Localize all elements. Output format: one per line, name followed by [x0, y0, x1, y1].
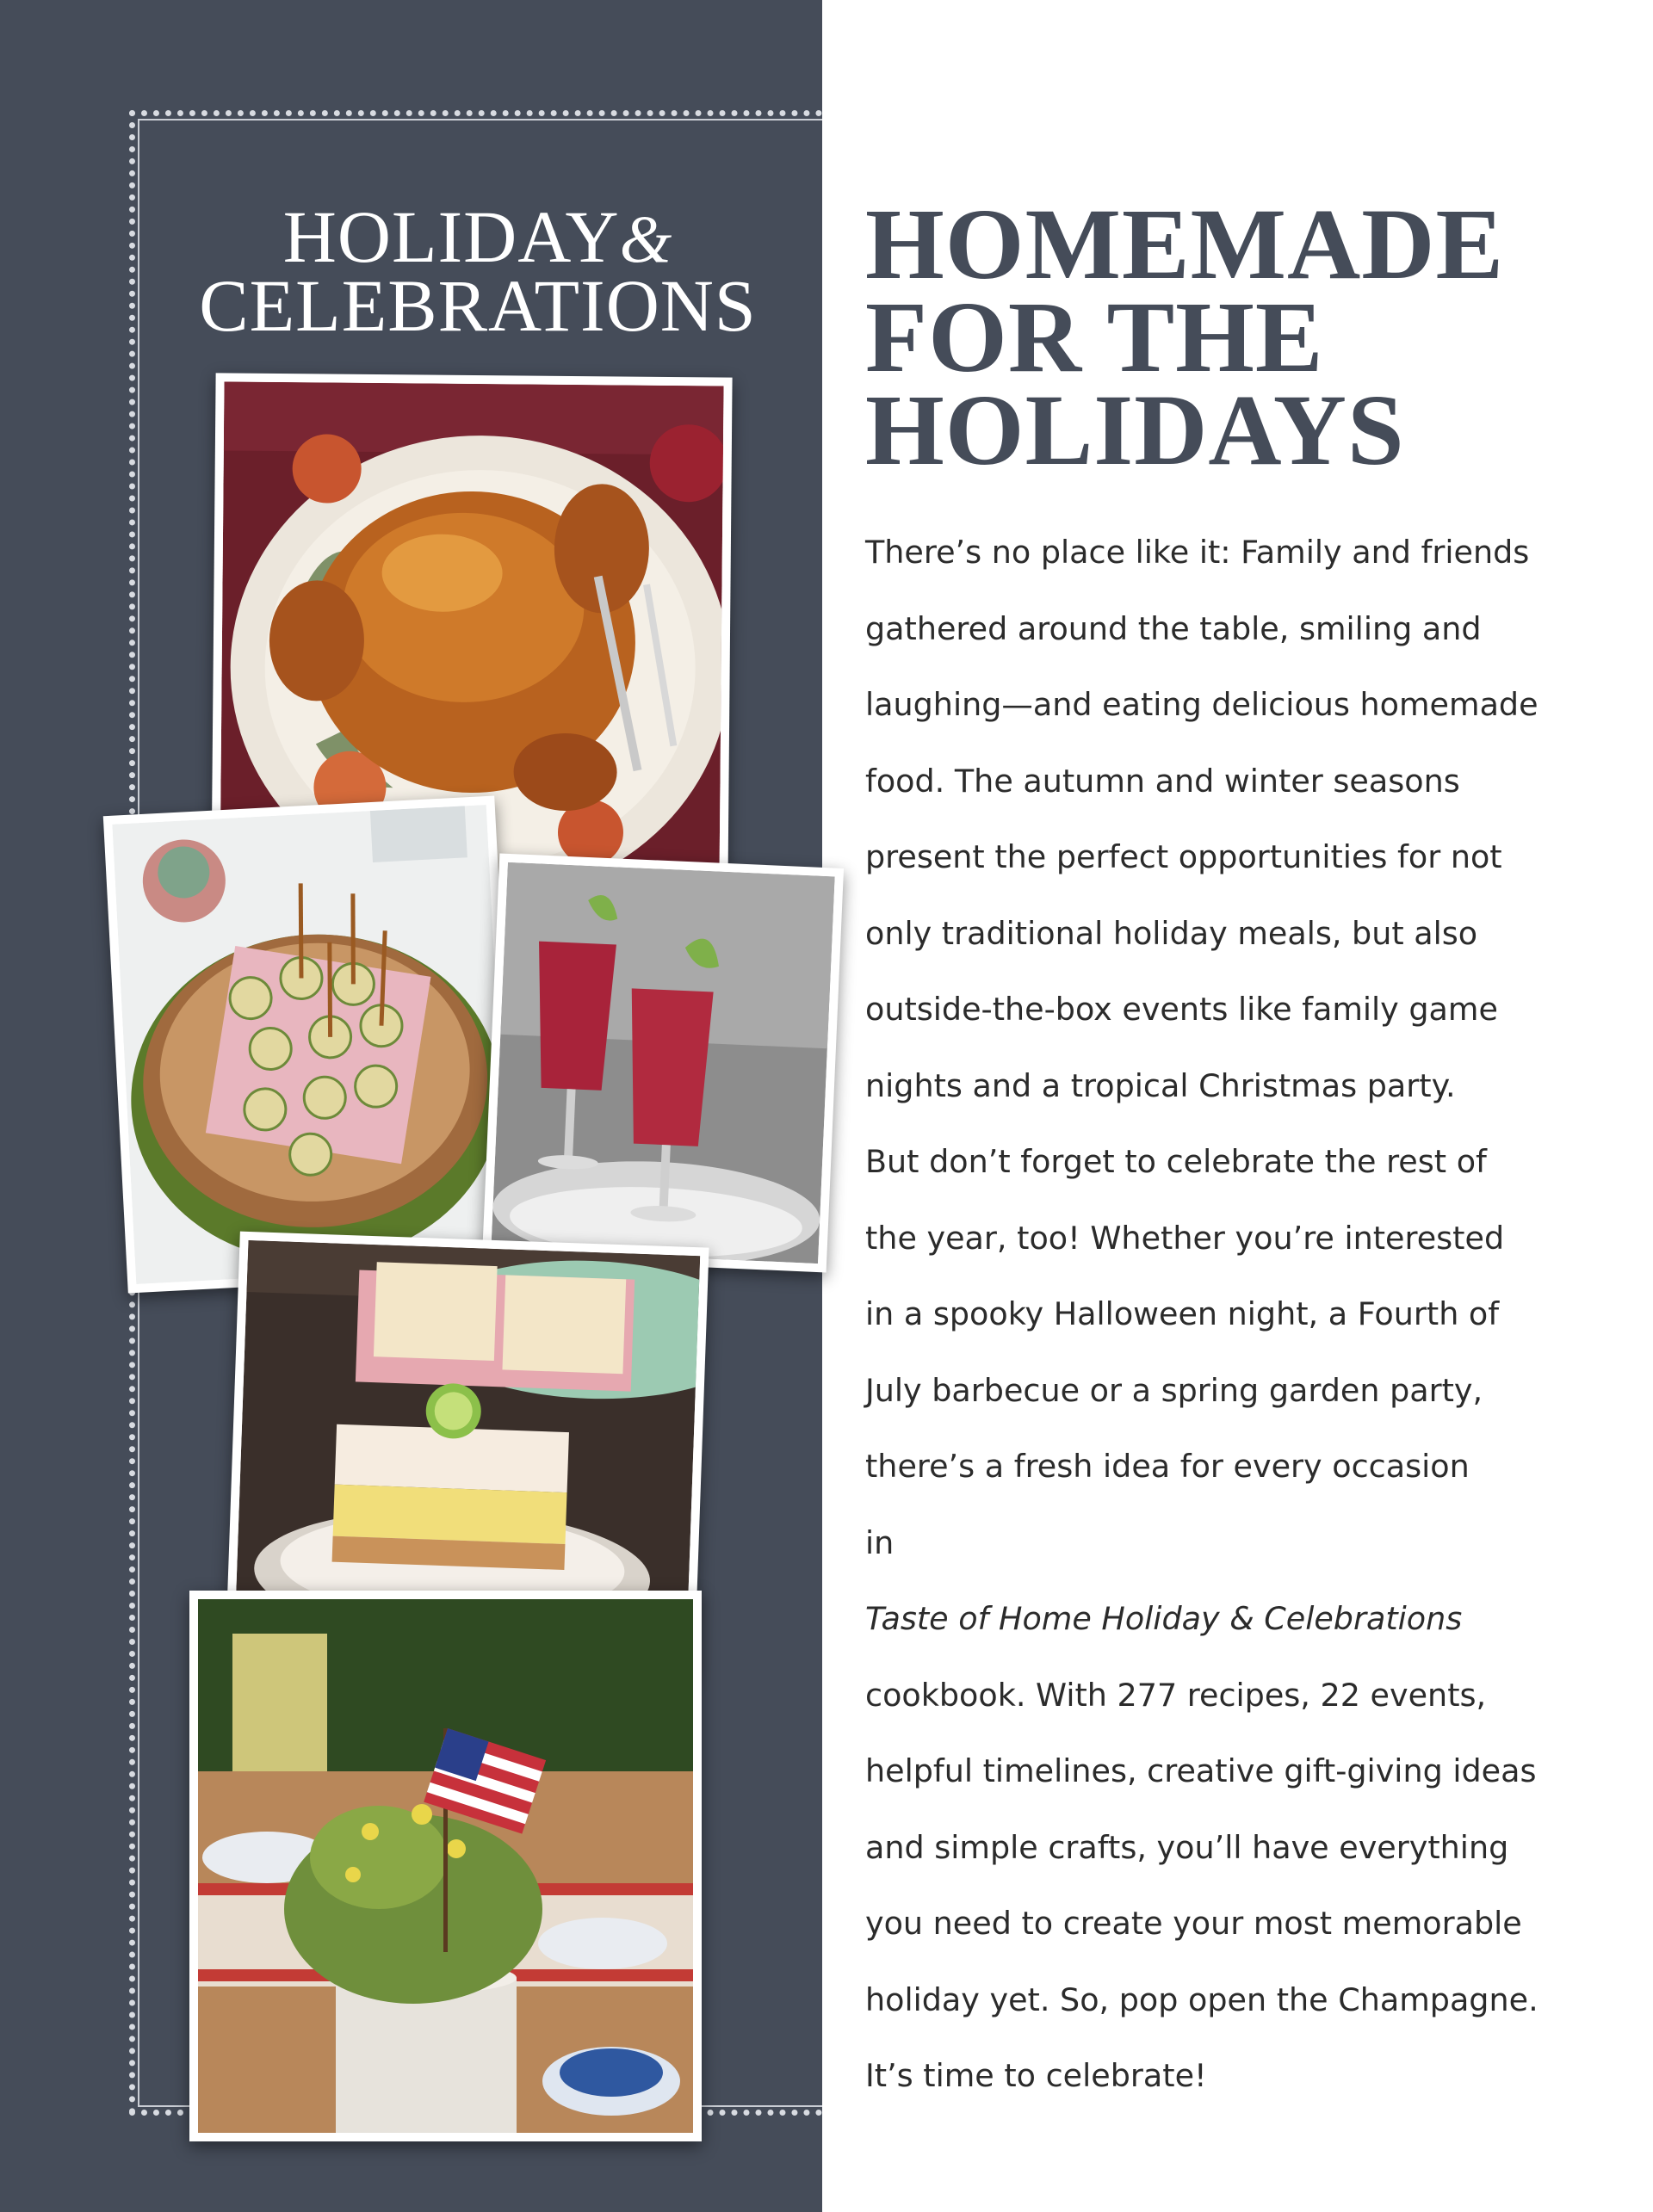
red-cocktails-photo [482, 853, 844, 1272]
body-line-book-title [865, 1505, 1640, 1658]
body-line: you need to create your most memorable [865, 1905, 1522, 1942]
body-line: helpful timelines, creative gift-giving ideas [865, 1752, 1537, 1789]
headline-line-3: HOLIDAYS [865, 374, 1405, 486]
cookbook-logo [151, 195, 805, 347]
cheese-ball-bites-photo [103, 795, 519, 1293]
intro-paragraph [865, 515, 1640, 2115]
body-line: nights and a tropical Christmas party. [865, 1066, 1456, 1104]
logo-ampersand: & [619, 201, 673, 276]
body-line: in a spooky Halloween night, a Fourth of [865, 1295, 1500, 1332]
logo-word-celebrations: CELEBRATIONS [199, 264, 757, 347]
page-headline [865, 188, 1606, 486]
body-line: food. The autumn and winter seasons [865, 762, 1460, 800]
body-line: But don’t forget to celebrate the rest of [865, 1143, 1487, 1180]
logo-word-holiday: HOLIDAY [282, 195, 620, 278]
body-line: and simple crafts, you’ll have everything [865, 1828, 1509, 1866]
headline-line-2: FOR THE [865, 281, 1324, 393]
headline-line-1: HOMEMADE [865, 188, 1505, 300]
body-line: present the perfect opportunities for not [865, 838, 1502, 875]
body-line: gathered around the table, smiling and [865, 609, 1482, 647]
patriotic-table-centerpiece-photo [189, 1591, 702, 2141]
body-line: cookbook. With 277 recipes, 22 events, [865, 1676, 1487, 1714]
body-line: laughing—and eating delicious homemade [865, 686, 1538, 723]
book-title-prefix: in [865, 1523, 895, 1561]
body-line: holiday yet. So, pop open the Champagne. [865, 1980, 1538, 2018]
body-line: only traditional holiday meals, but also [865, 914, 1478, 952]
book-title: Taste of Home Holiday & Celebrations [865, 1600, 1463, 1637]
body-line: It’s time to celebrate! [865, 2057, 1207, 2094]
body-line: the year, too! Whether you’re interested [865, 1219, 1505, 1257]
body-line: outside-the-box events like family game [865, 991, 1498, 1028]
body-line: There’s no place like it: Family and friends [865, 534, 1530, 571]
body-line: there’s a fresh idea for every occasion [865, 1448, 1470, 1485]
body-line: July barbecue or a spring garden party, [865, 1371, 1483, 1409]
